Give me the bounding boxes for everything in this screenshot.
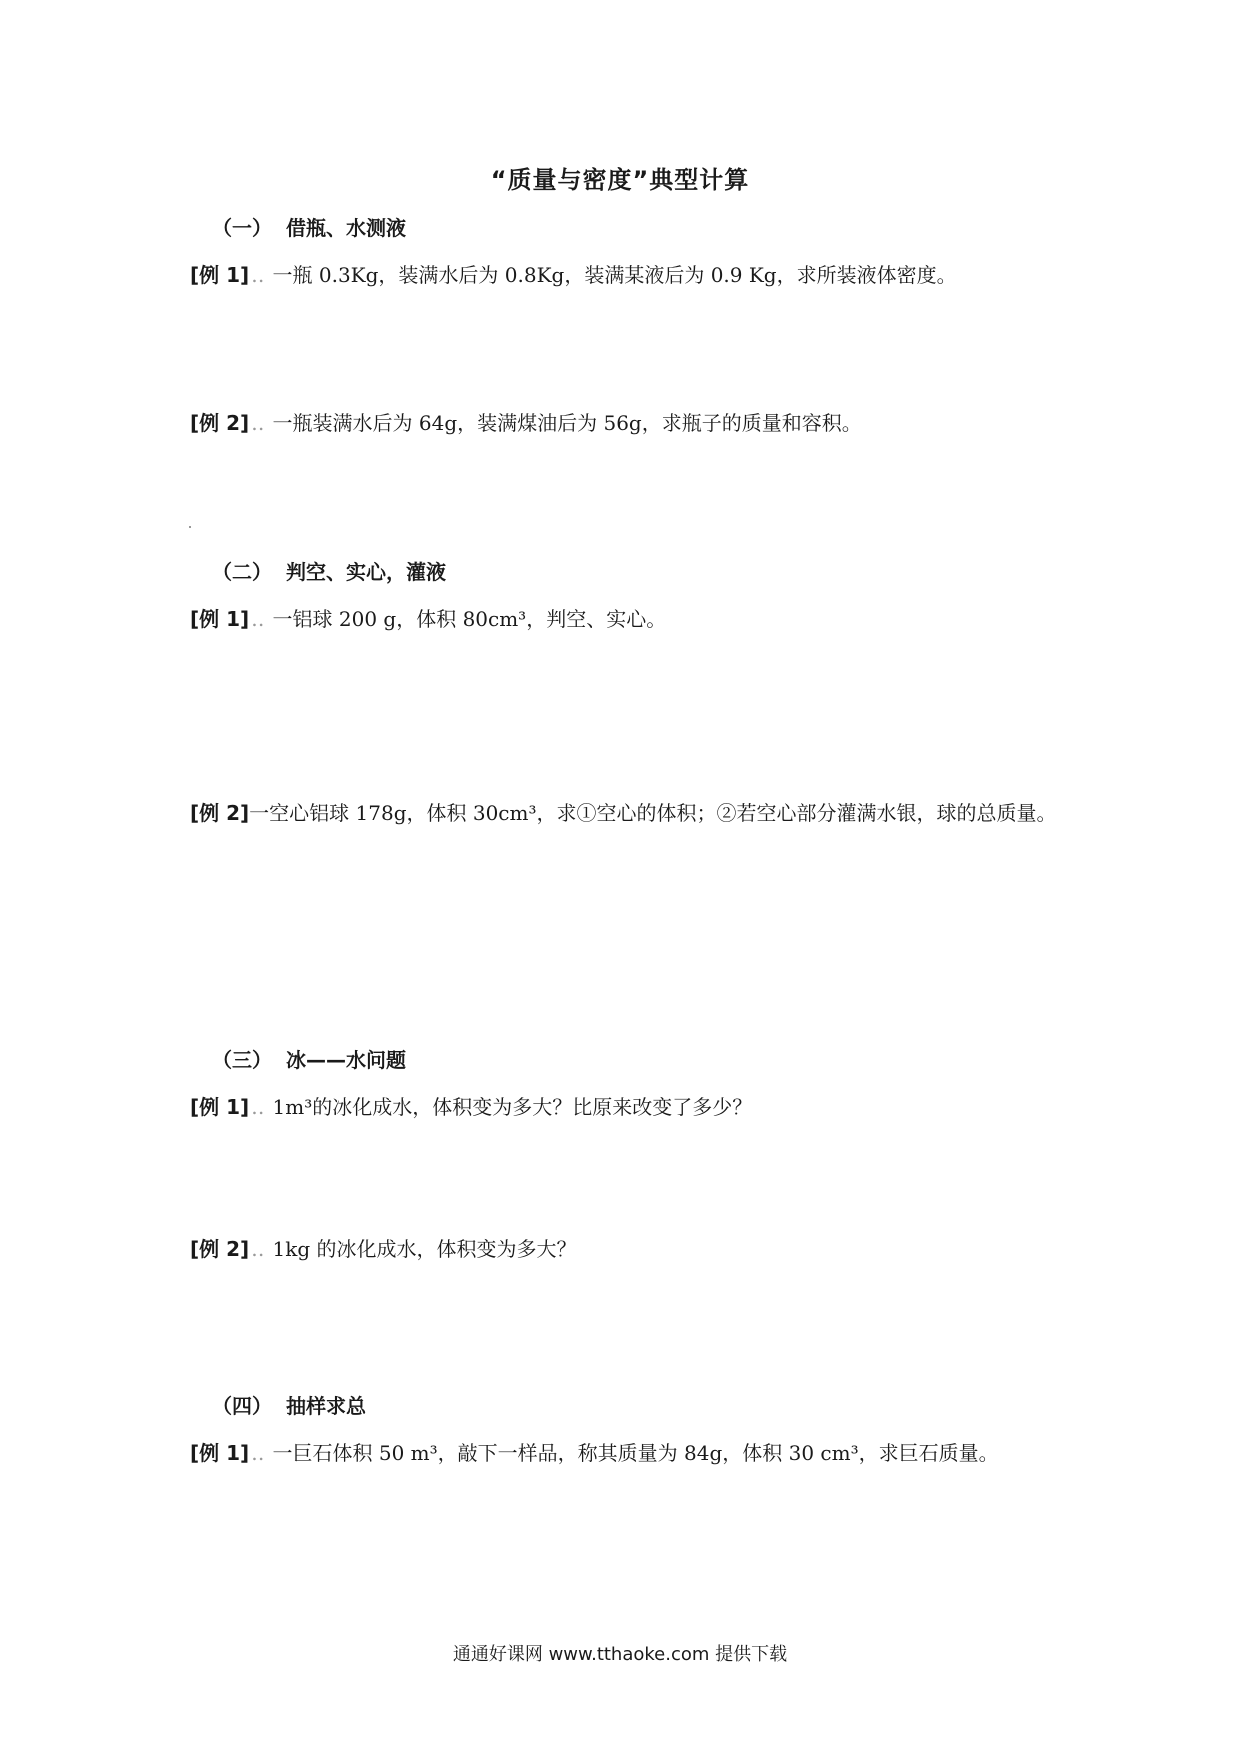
section-number: （三） [212, 1048, 272, 1072]
section-title: 判空、实心，灌液 [286, 560, 446, 584]
example-1-1 [190, 250, 1070, 300]
section-number: （四） [212, 1394, 272, 1418]
example-text: 1m³的冰化成水，体积变为多大？比原来改变了多少？ [272, 1095, 753, 1119]
example-tag: [例 1] [190, 1441, 250, 1465]
section-title: 借瓶、水测液 [286, 216, 406, 240]
section-heading-3 [212, 1044, 406, 1073]
example-tag: [例 1] [190, 607, 250, 631]
leader-dots: ‥ [251, 1095, 265, 1119]
example-text: 一空心铝球 178g，体积 30cm³，求①空心的体积；②若空心部分灌满水银，球的总质量。 [249, 801, 1057, 825]
page-footer: 通通好课网 www.tthaoke.com 提供下载 [452, 1644, 788, 1665]
leader-dots: ‥ [251, 1237, 265, 1261]
example-text: 一铝球 200 g，体积 80cm³，判空、实心。 [272, 607, 667, 631]
section-heading-1 [212, 212, 406, 241]
section-heading-4 [212, 1390, 366, 1419]
example-text: 一瓶 0.3Kg，装满水后为 0.8Kg，装满某液后为 0.9 Kg，求所装液体密度。 [272, 263, 957, 287]
example-tag: [例 2] [190, 801, 250, 825]
section-title: 冰——水问题 [286, 1048, 406, 1072]
example-tag: [例 2] [190, 411, 250, 435]
section-number: （一） [212, 216, 272, 240]
example-2-2 [190, 788, 1070, 838]
example-3-1 [190, 1082, 1070, 1132]
example-tag: [例 1] [190, 1095, 250, 1119]
example-4-1 [190, 1428, 1070, 1478]
document-title: “质量与密度”典型计算 [490, 166, 750, 194]
example-2-1 [190, 594, 1070, 644]
leader-dots: ‥ [251, 1441, 265, 1465]
example-tag: [例 2] [190, 1237, 250, 1261]
example-3-2 [190, 1224, 1070, 1274]
example-1-2 [190, 398, 1070, 448]
stray-mark [189, 526, 191, 528]
leader-dots: ‥ [251, 263, 265, 287]
section-heading-2 [212, 556, 446, 585]
leader-dots: ‥ [251, 607, 265, 631]
example-text: 1kg 的冰化成水，体积变为多大？ [272, 1237, 577, 1261]
leader-dots: ‥ [251, 411, 265, 435]
example-text: 一瓶装满水后为 64g，装满煤油后为 56g，求瓶子的质量和容积。 [272, 411, 862, 435]
example-tag: [例 1] [190, 263, 250, 287]
section-number: （二） [212, 560, 272, 584]
example-text: 一巨石体积 50 m³，敲下一样品，称其质量为 84g，体积 30 cm³，求巨石质量。 [272, 1441, 999, 1465]
section-title: 抽样求总 [286, 1394, 366, 1418]
